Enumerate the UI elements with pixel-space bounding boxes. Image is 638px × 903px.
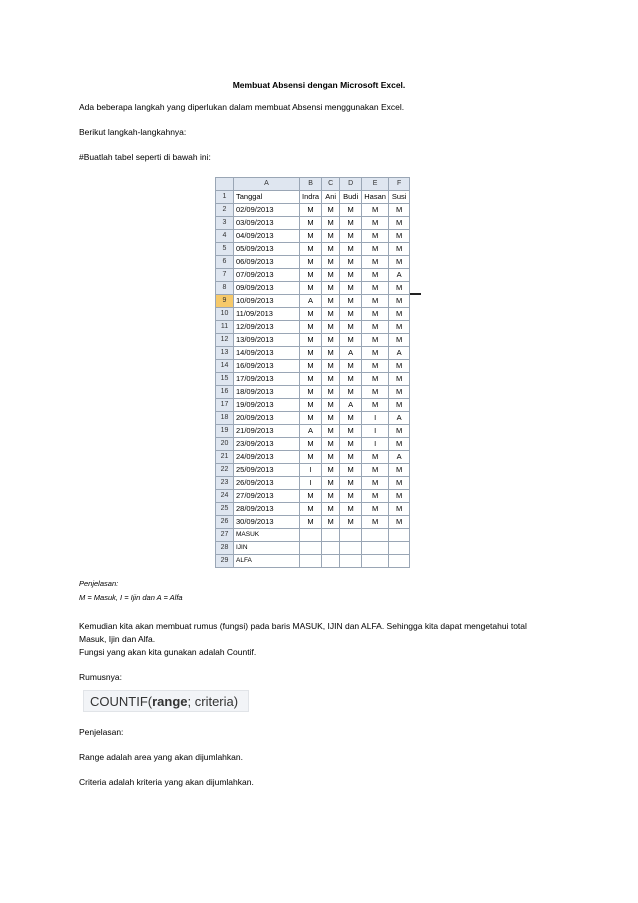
date-cell[interactable]: 14/09/2013 [234, 347, 300, 360]
attendance-cell[interactable]: M [300, 412, 322, 425]
date-cell[interactable]: 26/09/2013 [234, 477, 300, 490]
table-row [216, 204, 410, 217]
attendance-cell[interactable]: I [300, 464, 322, 477]
attendance-cell[interactable]: M [300, 399, 322, 412]
table-row [216, 243, 410, 256]
row-header[interactable]: 23 [216, 477, 234, 490]
attendance-cell[interactable] [362, 555, 389, 568]
date-cell[interactable]: 16/09/2013 [234, 360, 300, 373]
table-row [216, 256, 410, 269]
attendance-cell[interactable]: M [322, 308, 340, 321]
attendance-cell[interactable]: M [389, 295, 410, 308]
attendance-cell[interactable] [389, 529, 410, 542]
date-cell[interactable]: 17/09/2013 [234, 373, 300, 386]
attendance-cell[interactable]: M [322, 360, 340, 373]
attendance-cell[interactable]: M [322, 438, 340, 451]
row-header[interactable]: 9 [216, 295, 234, 308]
table-row [216, 490, 410, 503]
date-cell[interactable]: 07/09/2013 [234, 269, 300, 282]
attendance-cell[interactable] [340, 555, 362, 568]
attendance-cell[interactable]: M [300, 204, 322, 217]
table-row [216, 503, 410, 516]
attendance-cell[interactable]: M [300, 490, 322, 503]
date-cell[interactable]: IJIN [234, 542, 300, 555]
attendance-cell[interactable] [340, 529, 362, 542]
steps-heading: Berikut langkah-langkahnya: [79, 127, 187, 137]
attendance-cell[interactable]: M [362, 269, 389, 282]
date-cell[interactable]: 28/09/2013 [234, 503, 300, 516]
attendance-cell[interactable] [300, 555, 322, 568]
attendance-cell[interactable]: M [362, 282, 389, 295]
date-cell[interactable]: 23/09/2013 [234, 438, 300, 451]
attendance-cell[interactable]: M [389, 334, 410, 347]
date-cell[interactable]: 10/09/2013 [234, 295, 300, 308]
table-row [216, 321, 410, 334]
attendance-cell[interactable]: M [362, 347, 389, 360]
attendance-cell[interactable]: M [300, 451, 322, 464]
row-header[interactable]: 2 [216, 204, 234, 217]
date-cell[interactable]: 06/09/2013 [234, 256, 300, 269]
table-row [216, 295, 410, 308]
attendance-cell[interactable]: M [300, 386, 322, 399]
row-header[interactable]: 17 [216, 399, 234, 412]
attendance-cell[interactable]: M [340, 477, 362, 490]
attendance-cell[interactable]: M [322, 516, 340, 529]
column-header-c[interactable]: C [322, 178, 340, 191]
paragraph-line-3: Fungsi yang akan kita gunakan adalah Countif. [79, 647, 257, 657]
attendance-cell[interactable]: M [389, 256, 410, 269]
attendance-cell[interactable]: M [300, 360, 322, 373]
attendance-cell[interactable]: M [300, 282, 322, 295]
date-cell[interactable]: 19/09/2013 [234, 399, 300, 412]
attendance-cell[interactable] [340, 542, 362, 555]
table-row [216, 373, 410, 386]
attendance-cell[interactable]: M [362, 360, 389, 373]
attendance-cell[interactable]: M [322, 386, 340, 399]
row-header[interactable]: 13 [216, 347, 234, 360]
row-header[interactable]: 19 [216, 425, 234, 438]
attendance-cell[interactable] [322, 555, 340, 568]
attendance-cell[interactable]: M [300, 503, 322, 516]
date-cell[interactable]: 02/09/2013 [234, 204, 300, 217]
attendance-cell[interactable]: M [340, 230, 362, 243]
table-row [216, 308, 410, 321]
attendance-cell[interactable]: A [389, 412, 410, 425]
table-row [216, 334, 410, 347]
date-cell[interactable]: 05/09/2013 [234, 243, 300, 256]
attendance-cell[interactable]: M [389, 399, 410, 412]
attendance-cell[interactable]: M [322, 230, 340, 243]
attendance-cell[interactable] [322, 542, 340, 555]
attendance-cell[interactable]: M [322, 334, 340, 347]
date-cell[interactable]: MASUK [234, 529, 300, 542]
attendance-cell[interactable]: Susi [389, 191, 410, 204]
legend-text: M = Masuk, I = Ijin dan A = Alfa [79, 593, 183, 602]
penjelasan-label: Penjelasan: [79, 727, 124, 737]
attendance-cell[interactable]: M [300, 243, 322, 256]
attendance-cell[interactable]: M [322, 217, 340, 230]
attendance-cell[interactable]: M [340, 295, 362, 308]
attendance-cell[interactable]: M [362, 451, 389, 464]
row-header[interactable]: 27 [216, 529, 234, 542]
attendance-cell[interactable]: M [389, 425, 410, 438]
criteria-explanation: Criteria adalah kriteria yang akan dijumlahkan. [79, 777, 254, 787]
attendance-cell[interactable]: M [389, 464, 410, 477]
date-cell[interactable]: 09/09/2013 [234, 282, 300, 295]
formula-range: range [152, 694, 188, 709]
formula-fn: COUNTIF( [90, 694, 153, 709]
attendance-cell[interactable]: A [389, 347, 410, 360]
attendance-cell[interactable]: M [322, 399, 340, 412]
date-cell[interactable]: 11/09/2013 [234, 308, 300, 321]
attendance-cell[interactable]: M [362, 386, 389, 399]
table-row [216, 412, 410, 425]
attendance-cell[interactable]: A [300, 295, 322, 308]
attendance-cell[interactable]: M [362, 464, 389, 477]
attendance-cell[interactable]: M [340, 217, 362, 230]
attendance-cell[interactable]: M [300, 321, 322, 334]
attendance-cell[interactable]: M [340, 308, 362, 321]
table-row [216, 438, 410, 451]
row-header[interactable]: 8 [216, 282, 234, 295]
attendance-cell[interactable] [362, 542, 389, 555]
date-cell[interactable]: 21/09/2013 [234, 425, 300, 438]
attendance-cell[interactable]: M [300, 308, 322, 321]
attendance-cell[interactable]: M [322, 282, 340, 295]
date-cell[interactable]: 20/09/2013 [234, 412, 300, 425]
table-row [216, 269, 410, 282]
date-cell[interactable]: ALFA [234, 555, 300, 568]
attendance-cell[interactable]: M [340, 204, 362, 217]
attendance-cell[interactable]: M [389, 503, 410, 516]
row-header[interactable]: 4 [216, 230, 234, 243]
attendance-cell[interactable]: M [340, 412, 362, 425]
date-cell[interactable]: Tanggal [234, 191, 300, 204]
table-row [216, 347, 410, 360]
attendance-cell[interactable]: M [389, 308, 410, 321]
attendance-cell[interactable]: M [300, 230, 322, 243]
attendance-cell[interactable] [300, 542, 322, 555]
spreadsheet-screenshot [215, 177, 422, 568]
attendance-cell[interactable]: M [340, 243, 362, 256]
table-row [216, 451, 410, 464]
column-header-d[interactable]: D [340, 178, 362, 191]
table-row [216, 360, 410, 373]
table-row [216, 217, 410, 230]
attendance-cell[interactable]: M [389, 438, 410, 451]
date-cell[interactable]: 24/09/2013 [234, 451, 300, 464]
step-1: #Buatlah tabel seperti di bawah ini: [79, 152, 211, 162]
attendance-cell[interactable]: M [340, 334, 362, 347]
attendance-cell[interactable] [300, 529, 322, 542]
row-header[interactable]: 12 [216, 334, 234, 347]
attendance-cell[interactable]: M [362, 516, 389, 529]
row-header[interactable]: 6 [216, 256, 234, 269]
attendance-cell[interactable]: M [300, 373, 322, 386]
paragraph-line-1: Kemudian kita akan membuat rumus (fungsi) pada baris MASUK, IJIN dan ALFA. Sehingga kita dapat mengetahui total [79, 621, 527, 631]
row-header[interactable]: 26 [216, 516, 234, 529]
attendance-cell[interactable]: M [362, 321, 389, 334]
date-cell[interactable]: 12/09/2013 [234, 321, 300, 334]
attendance-cell[interactable]: M [300, 347, 322, 360]
attendance-cell[interactable]: M [340, 490, 362, 503]
attendance-cell[interactable]: I [362, 412, 389, 425]
row-header[interactable]: 11 [216, 321, 234, 334]
attendance-cell[interactable]: M [340, 438, 362, 451]
attendance-cell[interactable]: M [322, 256, 340, 269]
attendance-cell[interactable]: M [362, 295, 389, 308]
date-cell[interactable]: 30/09/2013 [234, 516, 300, 529]
attendance-cell[interactable]: M [362, 230, 389, 243]
attendance-cell[interactable]: M [300, 438, 322, 451]
attendance-cell[interactable]: M [322, 243, 340, 256]
attendance-cell[interactable]: M [362, 490, 389, 503]
row-header[interactable]: 1 [216, 191, 234, 204]
attendance-cell[interactable]: M [340, 425, 362, 438]
row-header[interactable]: 5 [216, 243, 234, 256]
attendance-cell[interactable]: M [389, 204, 410, 217]
table-row [216, 529, 410, 542]
column-header-a[interactable]: A [234, 178, 300, 191]
row-header[interactable]: 16 [216, 386, 234, 399]
attendance-cell[interactable]: M [322, 477, 340, 490]
column-header-f[interactable]: F [389, 178, 410, 191]
table-row [216, 516, 410, 529]
formula-rest: ; criteria) [187, 694, 239, 709]
attendance-cell[interactable]: M [389, 243, 410, 256]
attendance-cell[interactable]: M [340, 360, 362, 373]
attendance-cell[interactable]: M [340, 321, 362, 334]
row-header[interactable]: 7 [216, 269, 234, 282]
attendance-cell[interactable]: I [362, 438, 389, 451]
attendance-cell[interactable]: M [362, 503, 389, 516]
attendance-cell[interactable]: M [389, 282, 410, 295]
table-row [216, 191, 410, 204]
countif-formula [83, 690, 249, 712]
attendance-cell[interactable]: M [322, 269, 340, 282]
attendance-cell[interactable]: M [322, 425, 340, 438]
attendance-cell[interactable]: M [389, 217, 410, 230]
date-cell[interactable]: 25/09/2013 [234, 464, 300, 477]
table-row [216, 542, 410, 555]
attendance-cell[interactable]: M [322, 490, 340, 503]
attendance-cell[interactable]: A [389, 269, 410, 282]
row-header[interactable]: 29 [216, 555, 234, 568]
attendance-cell[interactable]: M [340, 516, 362, 529]
column-header-e[interactable]: E [362, 178, 389, 191]
attendance-cell[interactable]: M [340, 269, 362, 282]
attendance-cell[interactable]: M [362, 477, 389, 490]
rumus-label: Rumusnya: [79, 672, 122, 682]
attendance-cell[interactable]: M [322, 373, 340, 386]
cell-cursor [410, 293, 421, 295]
attendance-cell[interactable] [389, 555, 410, 568]
attendance-cell[interactable]: M [362, 334, 389, 347]
date-cell[interactable]: 04/09/2013 [234, 230, 300, 243]
document-title: Membuat Absensi dengan Microsoft Excel. [232, 80, 406, 90]
row-header[interactable]: 18 [216, 412, 234, 425]
paragraph-line-2: Masuk, Ijin dan Alfa. [79, 634, 156, 644]
attendance-cell[interactable]: M [340, 256, 362, 269]
select-all-corner[interactable] [216, 178, 234, 191]
attendance-cell[interactable]: M [340, 503, 362, 516]
table-row [216, 399, 410, 412]
attendance-cell[interactable]: A [340, 399, 362, 412]
attendance-cell[interactable]: A [389, 451, 410, 464]
attendance-cell[interactable]: M [362, 204, 389, 217]
attendance-cell[interactable]: A [340, 347, 362, 360]
row-header[interactable]: 25 [216, 503, 234, 516]
attendance-cell[interactable] [322, 529, 340, 542]
attendance-cell[interactable]: M [300, 217, 322, 230]
attendance-cell[interactable] [389, 542, 410, 555]
table-row [216, 386, 410, 399]
attendance-cell[interactable]: Indra [300, 191, 322, 204]
attendance-cell[interactable]: M [300, 269, 322, 282]
attendance-cell[interactable]: I [300, 477, 322, 490]
attendance-table [215, 177, 410, 568]
row-header[interactable]: 20 [216, 438, 234, 451]
date-cell[interactable]: 18/09/2013 [234, 386, 300, 399]
attendance-cell[interactable]: M [300, 516, 322, 529]
date-cell[interactable]: 13/09/2013 [234, 334, 300, 347]
attendance-cell[interactable]: M [322, 347, 340, 360]
legend-title: Penjelasan: [79, 579, 119, 588]
attendance-cell[interactable]: M [322, 321, 340, 334]
table-row [216, 477, 410, 490]
attendance-cell[interactable]: M [300, 334, 322, 347]
attendance-cell[interactable]: M [322, 204, 340, 217]
attendance-cell[interactable]: M [389, 490, 410, 503]
attendance-cell[interactable]: M [389, 516, 410, 529]
attendance-cell[interactable]: M [389, 321, 410, 334]
attendance-cell[interactable]: M [362, 256, 389, 269]
attendance-cell[interactable]: M [389, 360, 410, 373]
attendance-cell[interactable]: M [362, 308, 389, 321]
attendance-cell[interactable]: Hasan [362, 191, 389, 204]
row-header[interactable]: 21 [216, 451, 234, 464]
row-header[interactable]: 15 [216, 373, 234, 386]
range-explanation: Range adalah area yang akan dijumlahkan. [79, 752, 243, 762]
attendance-cell[interactable]: M [340, 451, 362, 464]
table-row [216, 425, 410, 438]
attendance-cell[interactable]: M [322, 295, 340, 308]
attendance-cell[interactable]: M [340, 386, 362, 399]
attendance-cell[interactable]: M [300, 256, 322, 269]
column-header-row [216, 178, 410, 191]
attendance-cell[interactable]: M [389, 230, 410, 243]
table-row [216, 464, 410, 477]
attendance-cell[interactable]: Budi [340, 191, 362, 204]
attendance-cell[interactable]: M [362, 217, 389, 230]
row-header[interactable]: 22 [216, 464, 234, 477]
attendance-cell[interactable] [362, 529, 389, 542]
row-header[interactable]: 10 [216, 308, 234, 321]
attendance-cell[interactable]: M [322, 503, 340, 516]
attendance-cell[interactable]: M [322, 412, 340, 425]
attendance-cell[interactable]: M [340, 464, 362, 477]
attendance-cell[interactable]: M [389, 477, 410, 490]
attendance-cell[interactable]: M [322, 451, 340, 464]
table-row [216, 282, 410, 295]
intro-text: Ada beberapa langkah yang diperlukan dalam membuat Absensi menggunakan Excel. [79, 102, 405, 112]
date-cell[interactable]: 03/09/2013 [234, 217, 300, 230]
column-header-b[interactable]: B [300, 178, 322, 191]
row-header[interactable]: 14 [216, 360, 234, 373]
date-cell[interactable]: 27/09/2013 [234, 490, 300, 503]
attendance-cell[interactable]: A [300, 425, 322, 438]
attendance-cell[interactable]: M [340, 282, 362, 295]
attendance-cell[interactable]: M [389, 373, 410, 386]
attendance-cell[interactable]: M [340, 373, 362, 386]
row-header[interactable]: 24 [216, 490, 234, 503]
attendance-cell[interactable]: M [322, 464, 340, 477]
attendance-cell[interactable]: M [389, 386, 410, 399]
row-header[interactable]: 28 [216, 542, 234, 555]
table-row [216, 555, 410, 568]
table-row [216, 230, 410, 243]
attendance-cell[interactable]: I [362, 425, 389, 438]
attendance-cell[interactable]: M [362, 373, 389, 386]
attendance-cell[interactable]: M [362, 243, 389, 256]
attendance-cell[interactable]: M [362, 399, 389, 412]
row-header[interactable]: 3 [216, 217, 234, 230]
attendance-cell[interactable]: Ani [322, 191, 340, 204]
